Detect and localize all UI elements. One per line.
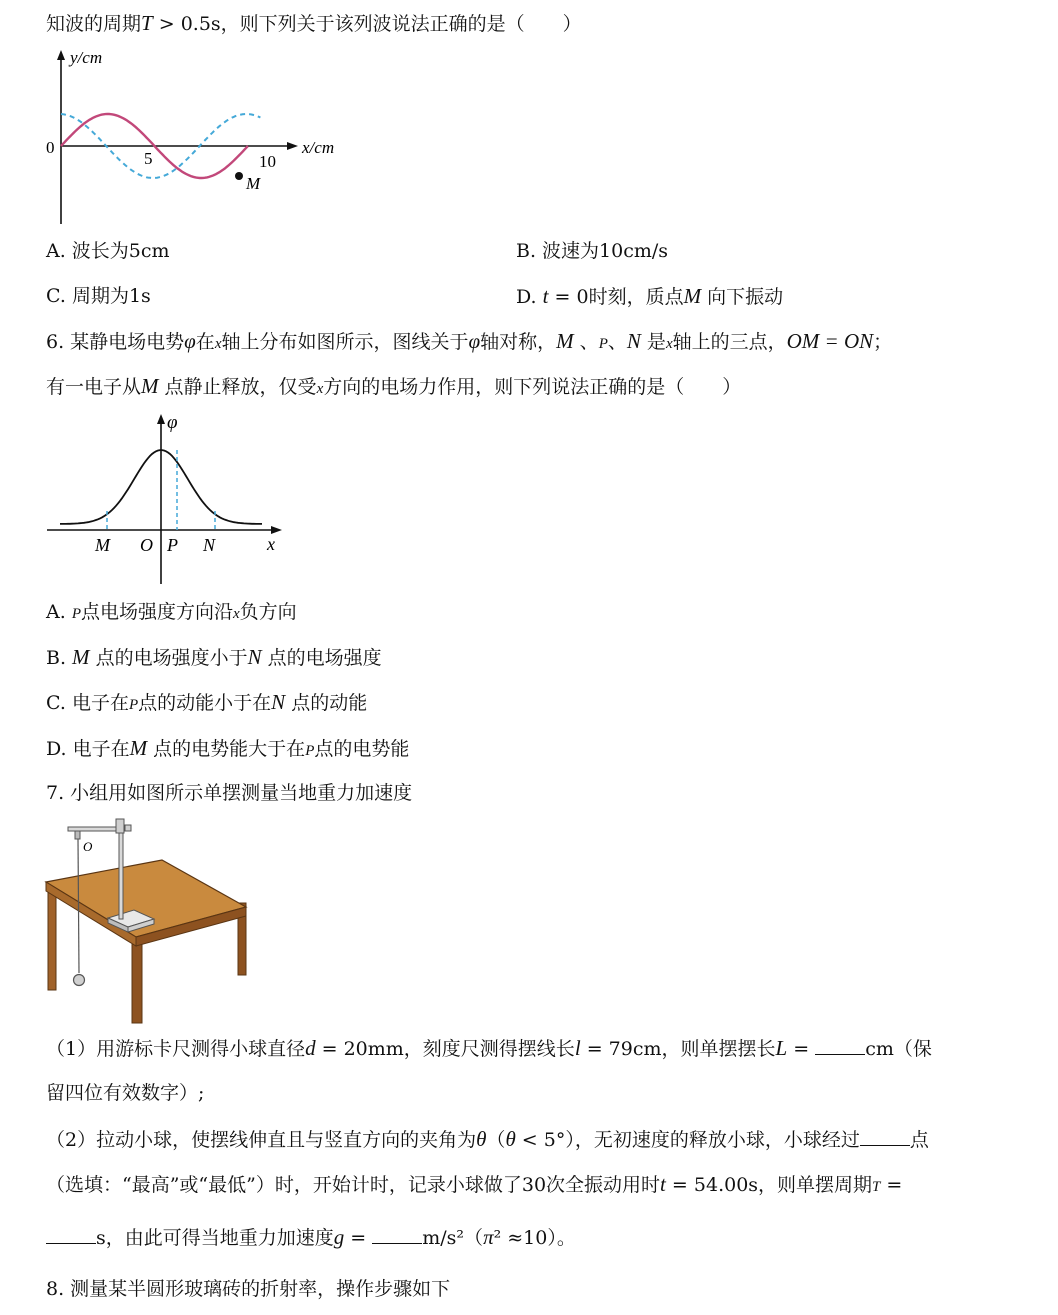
q7-answer-blank-period[interactable] (46, 1225, 96, 1244)
q7-answer-blank-gravity[interactable] (372, 1225, 422, 1244)
q5-option-d-m: M (683, 284, 702, 308)
q6-option-d-m: M (129, 736, 148, 760)
q6-x-2: x (665, 336, 673, 352)
q7-pi: π (483, 1225, 494, 1249)
q6-option-d-end: 点的电势能 (314, 738, 410, 760)
q7-p3-text-b: = 54.00s，则单摆周期 (665, 1174, 873, 1196)
q6-option-a-prefix: A. (46, 601, 72, 623)
q5-option-d (516, 283, 783, 310)
q5-wave-figure (40, 42, 350, 227)
q6-option-c-end: 点的动能 (285, 692, 368, 714)
q6-potential-figure (42, 408, 292, 588)
tick-10-label: 10 (259, 152, 276, 171)
q5-stem-T: T (141, 11, 153, 35)
q7-p4-text-b: = (344, 1227, 373, 1249)
o-label: O (140, 535, 153, 555)
q6-m: M (556, 329, 574, 353)
q7-p3-text-c: = (880, 1174, 903, 1196)
q6-phi: φ (184, 329, 196, 353)
q7-part2-line3 (46, 1224, 576, 1251)
q7-p2-text-b: （ (486, 1129, 506, 1151)
q6-option-d (46, 735, 409, 764)
q6-option-a-p: P (71, 606, 81, 622)
q6-option-c-prefix: C. 电子在 (46, 692, 129, 714)
q6-option-d-mid: 点的电势能大于在 (147, 738, 306, 760)
q6-option-a-mid: 点电场强度方向沿 (80, 601, 233, 623)
phi-axis-label: φ (167, 412, 178, 433)
q5-stem-cond: > 0.5s (152, 13, 221, 35)
q6-option-b-mid: 点的电场强度小于 (89, 647, 248, 669)
q7-T: T (872, 1179, 881, 1195)
q6-option-d-p: P (305, 743, 315, 759)
q6-text-d: 轴对称， (480, 331, 557, 353)
q6-l2-m: M (141, 374, 159, 398)
q7-answer-blank-length[interactable] (815, 1036, 865, 1055)
q5-stem-text-b: ，则下列关于该列波说法正确的是（ ） (220, 13, 582, 35)
q6-x: x (214, 336, 222, 352)
q7-p1-text-d: = (787, 1038, 816, 1060)
q7-p1-text-c: = 79cm，则单摆摆长 (580, 1038, 776, 1060)
q6-text-a: 6. 某静电场电势 (46, 331, 185, 353)
q6-text-f: 轴上的三点， (672, 331, 787, 353)
q6-p: P (598, 336, 608, 352)
q6-option-b-end: 点的电场强度 (261, 647, 382, 669)
q6-sep2: 、 (607, 331, 627, 353)
q6-l2-text-a: 有一电子从 (46, 376, 142, 398)
q5-option-b: B. 波速为10cm/s (516, 240, 669, 262)
q6-sep1: 、 (573, 331, 599, 353)
pivot-o-label: O (83, 839, 93, 854)
q7-l: l (574, 1036, 581, 1060)
q6-option-a (46, 599, 297, 627)
q7-p2-text-a: （2）拉动小球，使摆线伸直且与竖直方向的夹角为 (46, 1129, 477, 1151)
q6-l2-text-b: 点静止释放，仅受 (158, 376, 317, 398)
q6-option-c-p: P (128, 697, 139, 713)
point-m-dot (235, 172, 243, 180)
q6-option-b-prefix: B. (46, 647, 73, 669)
q7-p1-text-e: cm（保 (865, 1038, 932, 1060)
q5-option-d-post: 向下振动 (701, 286, 784, 308)
q6-option-c-mid: 点的动能小于在 (138, 692, 272, 714)
q6-option-d-prefix: D. 电子在 (46, 738, 130, 760)
q5-option-c: C. 周期为1s (46, 285, 151, 307)
y-axis-label: y/cm (70, 48, 103, 67)
q7-part2-line1 (46, 1126, 929, 1153)
q7-p2-text-c: < 5°），无初速度的释放小球，小球经过 (515, 1129, 860, 1151)
q6-stem-line2 (46, 373, 741, 402)
n-label: N (203, 535, 216, 555)
q6-text-b: 在 (195, 331, 215, 353)
q5-option-d-prefix: D. (516, 286, 543, 308)
q6-option-b (46, 644, 382, 671)
q7-p4-text-d: ² ≈10）。 (493, 1227, 576, 1249)
q7-part1-line2: 留四位有效数字）; (46, 1082, 205, 1104)
point-m-label: M (246, 174, 261, 193)
p-label: P (167, 535, 178, 555)
q7-p1-text-a: （1）用游标卡尺测得小球直径 (46, 1038, 306, 1060)
q7-p4-text-a: s，由此可得当地重力加速度 (96, 1227, 334, 1249)
q7-t: t (660, 1172, 666, 1196)
q8-title: 8. 测量某半圆形玻璃砖的折射率，操作步骤如下 (46, 1278, 451, 1300)
q6-end: ； (873, 331, 893, 353)
q6-stem-line1 (46, 328, 892, 357)
q6-option-a-x: x (233, 606, 240, 622)
q7-L: L (775, 1036, 788, 1060)
q6-phi-2: φ (468, 329, 481, 353)
q6-option-c-n: N (271, 690, 286, 714)
q7-p2-text-d: 点 (909, 1129, 929, 1151)
tick-5-label: 5 (144, 149, 153, 168)
q6-option-c (46, 689, 367, 718)
q5-stem (46, 10, 582, 37)
q7-theta: θ (476, 1127, 487, 1151)
q5-option-d-mid: = 0时刻，质点 (548, 286, 684, 308)
q7-p3-text-a: （选填：“最高”或“最低”）时，开始计时，记录小球做了30次全振动用时 (46, 1174, 661, 1196)
q7-part1-line1 (46, 1035, 932, 1062)
x-axis-label: x/cm (302, 138, 335, 157)
q7-theta-2: θ (505, 1127, 516, 1151)
q7-p4-text-c: m/s²（ (422, 1227, 484, 1249)
q6-option-a-end: 负方向 (239, 601, 297, 623)
q5-option-a: A. 波长为5cm (46, 240, 170, 262)
m-label: M (95, 535, 110, 555)
q6-eq: OM = ON (786, 329, 874, 353)
q7-p1-text-b: = 20mm，刻度尺测得摆线长 (315, 1038, 575, 1060)
q5-option-d-t: t (542, 284, 549, 308)
q6-option-b-n: N (247, 645, 262, 669)
q7-g: g (333, 1225, 345, 1249)
q6-l2-x: x (316, 381, 324, 397)
q6-text-c: 轴上分布如图所示，图线关于 (221, 331, 469, 353)
q6-option-b-m: M (72, 645, 90, 669)
x-axis-label: x (267, 534, 275, 554)
q6-text-e: 是 (640, 331, 666, 353)
q6-n: N (626, 329, 641, 353)
q7-answer-blank-point[interactable] (860, 1127, 910, 1146)
q7-pendulum-figure (42, 815, 257, 1025)
q6-l2-text-c: 方向的电场力作用，则下列说法正确的是（ ） (323, 376, 742, 398)
q5-stem-text-a: 知波的周期 (46, 13, 142, 35)
q7-d: d (305, 1036, 316, 1060)
origin-label: 0 (46, 138, 55, 157)
q7-title: 7. 小组用如图所示单摆测量当地重力加速度 (46, 782, 413, 804)
q7-part2-line2 (46, 1171, 902, 1200)
